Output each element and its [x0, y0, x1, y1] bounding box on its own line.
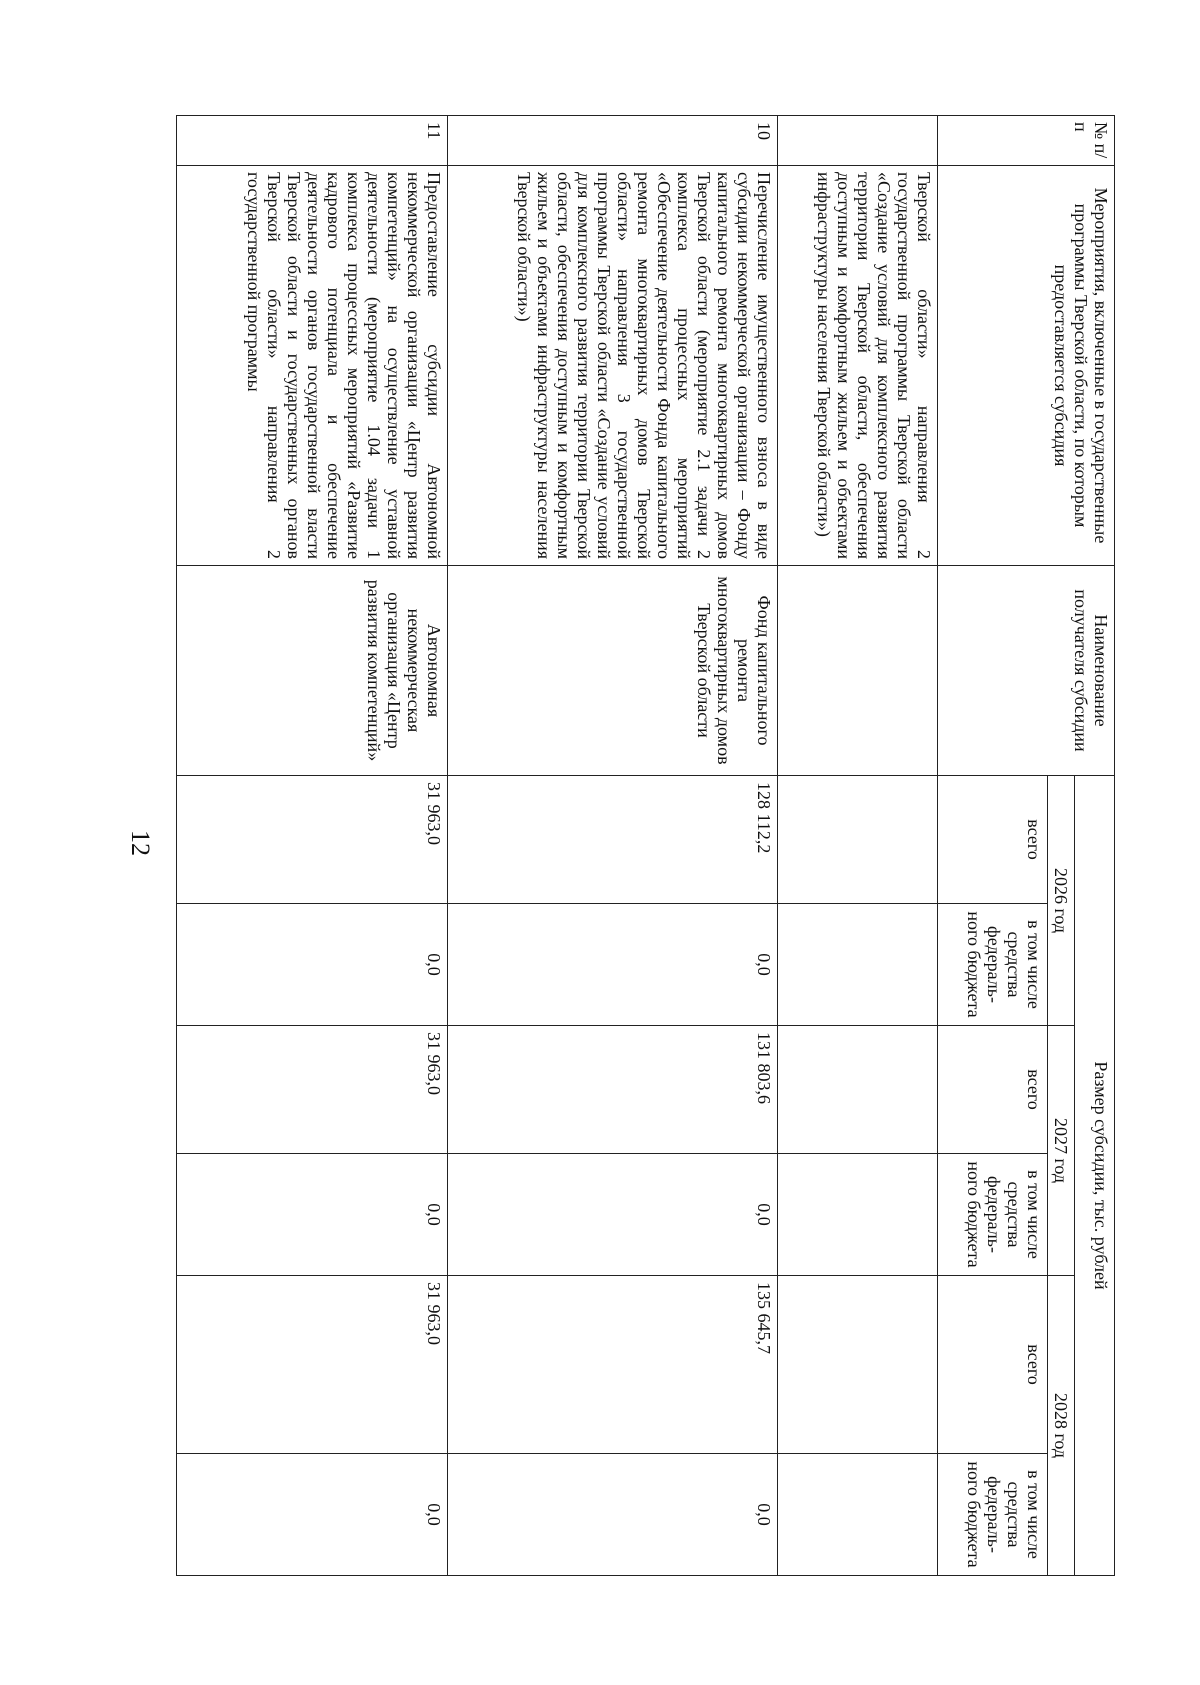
subsidy-table — [176, 115, 1115, 1576]
row-2026-federal — [778, 904, 938, 1026]
row-2027-total: 31 963,0 — [177, 1026, 448, 1154]
row-num — [778, 116, 938, 166]
row-2026-federal: 0,0 — [448, 904, 778, 1026]
row-event: Тверской области» направления 2 государственной программы Тверской области «Создание условий для комплексного развития территории Тверской области, обеспечения доступным и комфортным жильем и объектами инфраструктуры населения Тверской области») — [778, 166, 938, 566]
row-recipient: Автономная некоммерческая организация «Центр развития компетенций» — [177, 566, 448, 776]
row-2028-federal: 0,0 — [177, 1454, 448, 1576]
row-2027-total: 131 803,6 — [448, 1026, 778, 1154]
table-row — [177, 116, 448, 1576]
rotated-table-frame — [180, 115, 1115, 1575]
row-num: 11 — [177, 116, 448, 166]
header-2027-federal: в том числе средства федераль-ного бюджета — [938, 1154, 1048, 1276]
row-event: Перечисление имущественного взноса в виде субсидии некоммерческой организации – Фонду капитального ремонта многоквартирных домов Тверской области (мероприятие 2.1 задачи 2 комплекса процессных мероприятий «Обеспечение деятельности Фонда капитального ремонта многоквартирных домов Тверской области» направления 3 государственной программы Тверской области «Создание условий для комплексного развития территории Тверской области, обеспечения доступным и комфортным жильем и объектами инфраструктуры населения Тверской области») — [448, 166, 778, 566]
row-2028-total: 31 963,0 — [177, 1276, 448, 1454]
row-2027-federal: 0,0 — [448, 1154, 778, 1276]
header-recipient: Наименование получателя субсидии — [938, 566, 1115, 776]
header-2028-total: всего — [938, 1276, 1048, 1454]
header-event: Мероприятия, включенные в государственные программы Тверской области, по которым предоставляется субсидия — [938, 166, 1115, 566]
table-row — [448, 116, 778, 1576]
row-2028-federal — [778, 1454, 938, 1576]
row-2026-federal: 0,0 — [177, 904, 448, 1026]
row-recipient — [778, 566, 938, 776]
table-row — [778, 116, 938, 1576]
row-2028-total — [778, 1276, 938, 1454]
row-2026-total — [778, 776, 938, 904]
row-recipient: Фонд капитального ремонта многоквартирных домов Тверской области — [448, 566, 778, 776]
header-amount: Размер субсидии, тыс. рублей — [1075, 776, 1115, 1576]
row-2028-total: 135 645,7 — [448, 1276, 778, 1454]
page-number: 12 — [126, 830, 155, 856]
row-event: Предоставление субсидии Автономной некоммерческой организации «Центр развития компетенций» на осуществление уставной деятельности (мероприятие 1.04 задачи 1 комплекса процессных мероприятий «Развитие кадрового потенциала и обеспечение деятельности органов государственной власти Тверской области и государственных органов Тверской области» направления 2 государственной программы — [177, 166, 448, 566]
row-2027-federal: 0,0 — [177, 1154, 448, 1276]
row-2026-total: 128 112,2 — [448, 776, 778, 904]
header-2027-total: всего — [938, 1026, 1048, 1154]
row-num: 10 — [448, 116, 778, 166]
header-2026-total: всего — [938, 776, 1048, 904]
header-2026-federal: в том числе средства федераль-ного бюджета — [938, 904, 1048, 1026]
row-2027-total — [778, 1026, 938, 1154]
table-container — [180, 115, 1200, 1568]
header-num: № п/п — [938, 116, 1115, 166]
row-2027-federal — [778, 1154, 938, 1276]
header-year-2027: 2027 год — [1048, 1026, 1075, 1276]
header-year-2026: 2026 год — [1048, 776, 1075, 1026]
row-2026-total: 31 963,0 — [177, 776, 448, 904]
header-year-2028: 2028 год — [1048, 1276, 1075, 1576]
header-2028-federal: в том числе средства федераль-ного бюджета — [938, 1454, 1048, 1576]
row-2028-federal: 0,0 — [448, 1454, 778, 1576]
